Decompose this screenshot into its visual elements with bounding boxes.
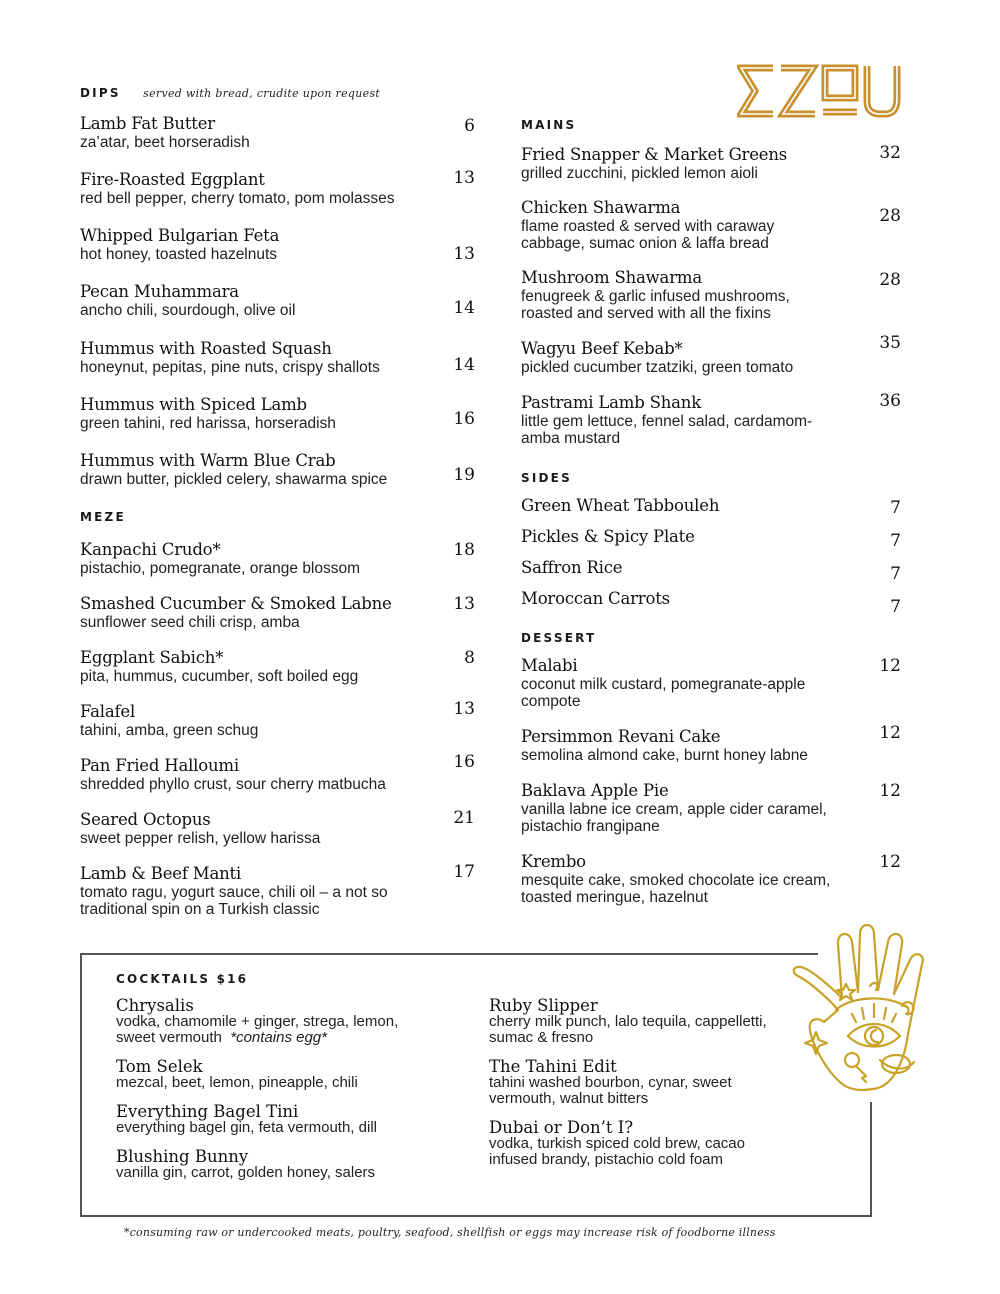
- item-name: Fire-Roasted Eggplant: [80, 170, 265, 189]
- cocktail-desc: cherry milk punch, lalo tequila, cappelletti,: [489, 1013, 767, 1030]
- menu-item: [521, 527, 901, 551]
- menu-item: [80, 226, 475, 263]
- cocktail-name: Blushing Bunny: [116, 1147, 249, 1166]
- item-name: Mushroom Shawarma: [521, 268, 702, 287]
- cocktail-desc: sumac & fresno: [489, 1029, 594, 1046]
- item-price: 28: [879, 206, 901, 226]
- dips-note: served with bread, crudite upon request: [143, 87, 381, 100]
- item-desc: pita, hummus, cucumber, soft boiled egg: [80, 668, 359, 685]
- menu-item: [521, 496, 901, 516]
- item-name: Green Wheat Tabbouleh: [521, 496, 720, 515]
- item-price: 19: [453, 465, 475, 485]
- item-name: Whipped Bulgarian Feta: [80, 226, 280, 245]
- ezov-logo: [737, 63, 901, 119]
- item-name: Hummus with Roasted Squash: [80, 339, 332, 358]
- item-price: 12: [879, 852, 901, 872]
- item-price: 12: [879, 781, 901, 801]
- menu-item: [80, 282, 475, 319]
- menu-item: [80, 699, 475, 739]
- item-name: Eggplant Sabich*: [80, 648, 224, 667]
- item-name: Pecan Muhammara: [80, 282, 239, 301]
- item-price: 6: [464, 116, 475, 136]
- meze-list: [80, 540, 475, 918]
- hamsa-hand-icon: [790, 924, 952, 1096]
- dips-header: [80, 84, 475, 104]
- section-label-cocktails: COCKTAILS $16: [116, 972, 249, 986]
- menu-item: [80, 594, 475, 631]
- menu-item: [521, 781, 901, 835]
- item-price: 28: [879, 270, 901, 290]
- item-price: 13: [453, 699, 475, 719]
- item-name: Lamb & Beef Manti: [80, 864, 242, 883]
- menu-item: [80, 114, 475, 151]
- item-desc: ancho chili, sourdough, olive oil: [80, 302, 296, 319]
- cocktail-desc: vermouth, walnut bitters: [489, 1090, 649, 1107]
- cocktail-item: [116, 997, 476, 1046]
- menu-item: [521, 723, 901, 764]
- item-price: 13: [453, 594, 475, 614]
- item-price: 35: [879, 333, 901, 353]
- item-price: 17: [453, 862, 475, 882]
- item-desc: coconut milk custard, pomegranate-apple compote: [521, 676, 806, 710]
- item-name: Fried Snapper & Market Greens: [521, 145, 788, 164]
- mains-list: [521, 145, 901, 447]
- cocktail-name: Tom Selek: [116, 1057, 203, 1076]
- menu-item: [521, 656, 901, 710]
- cocktail-desc: mezcal, beet, lemon, pineapple, chili: [116, 1074, 358, 1091]
- cocktail-name: The Tahini Edit: [489, 1057, 617, 1076]
- item-price: 13: [453, 168, 475, 188]
- cocktail-name: Everything Bagel Tini: [116, 1102, 299, 1121]
- cocktail-name: Ruby Slipper: [489, 996, 598, 1015]
- cocktail-desc: vodka, turkish spiced cold brew, cacao: [489, 1135, 745, 1152]
- menu-item: [80, 864, 475, 918]
- menu-item: [80, 810, 475, 847]
- item-desc: semolina almond cake, burnt honey labne: [521, 747, 808, 764]
- menu-item: [521, 333, 901, 376]
- item-desc: green tahini, red harissa, horseradish: [80, 415, 336, 432]
- section-label-dips: DIPS: [80, 86, 121, 100]
- item-price: 14: [453, 355, 475, 375]
- item-price: 7: [890, 564, 901, 584]
- item-price: 7: [890, 498, 901, 518]
- cocktail-item: [489, 997, 809, 1046]
- cocktail-desc: [116, 1030, 476, 1046]
- item-name: Pastrami Lamb Shank: [521, 393, 702, 412]
- item-desc: shredded phyllo crust, sour cherry matbucha: [80, 776, 386, 793]
- item-desc: tomato ragu, yogurt sauce, chili oil – a not so traditional spin on a Turkish classic: [80, 884, 388, 918]
- section-label-sides: SIDES: [521, 471, 572, 485]
- menu-item: [521, 268, 901, 322]
- menu-item: [521, 145, 901, 182]
- menu-item: [521, 393, 901, 447]
- item-name: Baklava Apple Pie: [521, 781, 669, 800]
- item-name: Pickles & Spicy Plate: [521, 527, 695, 546]
- item-desc: little gem lettuce, fennel salad, cardamom-amba mustard: [521, 413, 813, 447]
- item-name: Krembo: [521, 852, 586, 871]
- cocktail-desc: tahini washed bourbon, cynar, sweet: [489, 1074, 732, 1091]
- menu-item: [80, 752, 475, 793]
- cocktail-item: [116, 1148, 476, 1181]
- menu-item: [521, 558, 901, 584]
- item-price: 8: [464, 648, 475, 668]
- right-column: [521, 118, 901, 906]
- item-name: Chicken Shawarma: [521, 198, 681, 217]
- item-name: Hummus with Warm Blue Crab: [80, 451, 336, 470]
- item-price: 12: [879, 656, 901, 676]
- section-label-mains: MAINS: [521, 118, 577, 132]
- item-name: Pan Fried Halloumi: [80, 756, 239, 775]
- dips-list: [80, 114, 475, 488]
- item-price: 16: [453, 409, 475, 429]
- menu-item: [80, 451, 475, 488]
- item-price: 16: [453, 752, 475, 772]
- item-desc: honeynut, pepitas, pine nuts, crispy shallots: [80, 359, 380, 376]
- menu-item: [521, 198, 901, 252]
- item-desc: sweet pepper relish, yellow harissa: [80, 830, 321, 847]
- item-desc: drawn butter, pickled celery, shawarma spice: [80, 471, 388, 488]
- dessert-list: [521, 656, 901, 906]
- foodborne-illness-disclaimer: *consuming raw or undercooked meats, poultry, seafood, shellfish or eggs may increase risk of foodborne illness: [124, 1226, 776, 1239]
- menu-item: [80, 540, 475, 577]
- item-price: 7: [890, 531, 901, 551]
- item-desc: red bell pepper, cherry tomato, pom molasses: [80, 190, 395, 207]
- item-desc: za’atar, beet horseradish: [80, 134, 250, 151]
- cocktail-name: Dubai or Don’t I?: [489, 1118, 634, 1137]
- cocktail-desc-line: sweet vermouth: [116, 1029, 222, 1046]
- menu-item: [521, 852, 901, 906]
- item-desc: flame roasted & served with caraway cabbage, sumac onion & laffa bread: [521, 218, 775, 252]
- item-desc: grilled zucchini, pickled lemon aioli: [521, 165, 758, 182]
- item-price: 14: [453, 298, 475, 318]
- item-price: 36: [879, 391, 901, 411]
- item-price: 18: [453, 540, 475, 560]
- contains-egg-note: *contains egg*: [230, 1029, 327, 1046]
- item-name: Seared Octopus: [80, 810, 211, 829]
- item-name: Persimmon Revani Cake: [521, 727, 721, 746]
- item-price: 21: [453, 808, 475, 828]
- item-price: 13: [453, 244, 475, 264]
- item-name: Smashed Cucumber & Smoked Labne: [80, 594, 392, 613]
- menu-item: [80, 339, 475, 376]
- item-desc: vanilla labne ice cream, apple cider caramel, pistachio frangipane: [521, 801, 827, 835]
- cocktails-right-column: [489, 997, 809, 1168]
- item-name: Malabi: [521, 656, 578, 675]
- cocktails-left-column: [116, 997, 476, 1181]
- item-name: Falafel: [80, 702, 136, 721]
- item-name: Lamb Fat Butter: [80, 114, 215, 133]
- item-desc: pistachio, pomegranate, orange blossom: [80, 560, 361, 577]
- item-desc: fenugreek & garlic infused mushrooms, roasted and served with all the fixins: [521, 288, 790, 322]
- cocktail-name: Chrysalis: [116, 996, 194, 1015]
- cocktail-desc: vodka, chamomile + ginger, strega, lemon,: [116, 1013, 399, 1030]
- item-desc: tahini, amba, green schug: [80, 722, 259, 739]
- cocktail-item: [489, 1119, 809, 1168]
- item-desc: pickled cucumber tzatziki, green tomato: [521, 359, 794, 376]
- item-price: 32: [879, 143, 901, 163]
- item-desc: sunflower seed chili crisp, amba: [80, 614, 300, 631]
- item-name: Saffron Rice: [521, 558, 623, 577]
- menu-item: [80, 395, 475, 432]
- section-label-dessert: DESSERT: [521, 631, 597, 645]
- item-name: Kanpachi Crudo*: [80, 540, 221, 559]
- menu-item: [80, 170, 475, 207]
- item-desc: hot honey, toasted hazelnuts: [80, 246, 278, 263]
- menu-item: [521, 589, 901, 617]
- cocktail-item: [116, 1103, 476, 1136]
- cocktail-desc: everything bagel gin, feta vermouth, dill: [116, 1119, 377, 1136]
- cocktail-desc: infused brandy, pistachio cold foam: [489, 1151, 724, 1168]
- left-column: [80, 84, 475, 918]
- cocktail-desc: vanilla gin, carrot, golden honey, salers: [116, 1164, 376, 1181]
- sides-list: [521, 496, 901, 617]
- cocktail-item: [489, 1058, 809, 1107]
- item-price: 7: [890, 597, 901, 617]
- item-desc: mesquite cake, smoked chocolate ice cream, toasted meringue, hazelnut: [521, 872, 831, 906]
- item-name: Wagyu Beef Kebab*: [521, 339, 683, 358]
- menu-item: [80, 648, 475, 685]
- item-name: Hummus with Spiced Lamb: [80, 395, 307, 414]
- cocktail-item: [116, 1058, 476, 1091]
- section-label-meze: MEZE: [80, 510, 126, 524]
- item-name: Moroccan Carrots: [521, 589, 670, 608]
- item-price: 12: [879, 723, 901, 743]
